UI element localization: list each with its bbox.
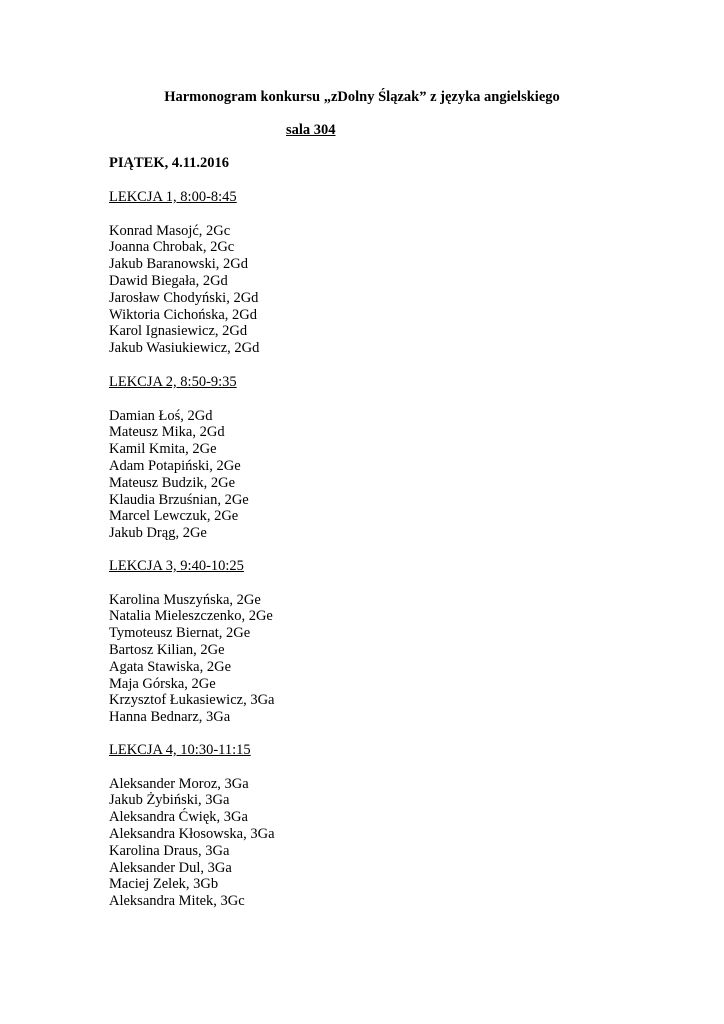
student-entry: Karolina Draus, 3Ga <box>109 842 230 859</box>
student-list <box>109 776 609 910</box>
student-entry: Maciej Zelek, 3Gb <box>109 876 219 893</box>
student-entry: Konrad Masojć, 2Gc <box>109 222 231 239</box>
student-entry: Wiktoria Cichońska, 2Gd <box>109 306 258 323</box>
room-label: sala 304 <box>286 122 336 138</box>
student-entry: Natalia Mieleszczenko, 2Ge <box>109 608 273 625</box>
lesson-section-1 <box>109 189 609 357</box>
student-entry: Jakub Drąg, 2Ge <box>109 525 207 542</box>
student-entry: Karolina Muszyńska, 2Ge <box>109 591 261 608</box>
student-entry: Dawid Biegała, 2Gd <box>109 272 228 289</box>
student-entry: Agata Stawiska, 2Ge <box>109 658 232 675</box>
student-list <box>109 592 609 726</box>
student-entry: Bartosz Kilian, 2Ge <box>109 641 225 658</box>
student-list <box>109 223 609 357</box>
student-entry: Marcel Lewczuk, 2Ge <box>109 508 239 525</box>
lesson-heading: LEKCJA 2, 8:50-9:35 <box>109 374 237 390</box>
lesson-section-3 <box>109 558 609 726</box>
day-heading: PIĄTEK, 4.11.2016 <box>109 155 230 171</box>
student-entry: Hanna Bednarz, 3Ga <box>109 709 231 726</box>
student-entry: Jakub Żybiński, 3Ga <box>109 792 230 809</box>
student-entry: Aleksander Dul, 3Ga <box>109 859 232 876</box>
student-entry: Jakub Wasiukiewicz, 2Gd <box>109 340 260 357</box>
student-entry: Aleksandra Kłosowska, 3Ga <box>109 825 275 842</box>
student-entry: Joanna Chrobak, 2Gc <box>109 239 235 256</box>
lesson-heading: LEKCJA 1, 8:00-8:45 <box>109 189 237 205</box>
document-title: Harmonogram konkursu „zDolny Ślązak” z języka angielskiego <box>164 89 560 105</box>
student-entry: Jakub Baranowski, 2Gd <box>109 256 248 273</box>
student-list <box>109 408 609 542</box>
student-entry: Damian Łoś, 2Gd <box>109 407 213 424</box>
lesson-section-4 <box>109 742 609 910</box>
lesson-heading: LEKCJA 4, 10:30-11:15 <box>109 742 251 758</box>
student-entry: Karol Ignasiewicz, 2Gd <box>109 323 248 340</box>
student-entry: Aleksandra Ćwięk, 3Ga <box>109 809 248 826</box>
student-entry: Adam Potapiński, 2Ge <box>109 457 241 474</box>
student-entry: Mateusz Mika, 2Gd <box>109 424 225 441</box>
student-entry: Aleksander Moroz, 3Ga <box>109 775 249 792</box>
student-entry: Tymoteusz Biernat, 2Ge <box>109 625 251 642</box>
student-entry: Aleksandra Mitek, 3Gc <box>109 893 245 910</box>
lesson-section-2 <box>109 374 609 542</box>
lesson-heading: LEKCJA 3, 9:40-10:25 <box>109 558 244 574</box>
student-entry: Kamil Kmita, 2Ge <box>109 441 217 458</box>
student-entry: Maja Górska, 2Ge <box>109 675 216 692</box>
student-entry: Krzysztof Łukasiewicz, 3Ga <box>109 692 275 709</box>
student-entry: Jarosław Chodyński, 2Gd <box>109 289 259 306</box>
student-entry: Mateusz Budzik, 2Ge <box>109 474 236 491</box>
student-entry: Klaudia Brzuśnian, 2Ge <box>109 491 249 508</box>
